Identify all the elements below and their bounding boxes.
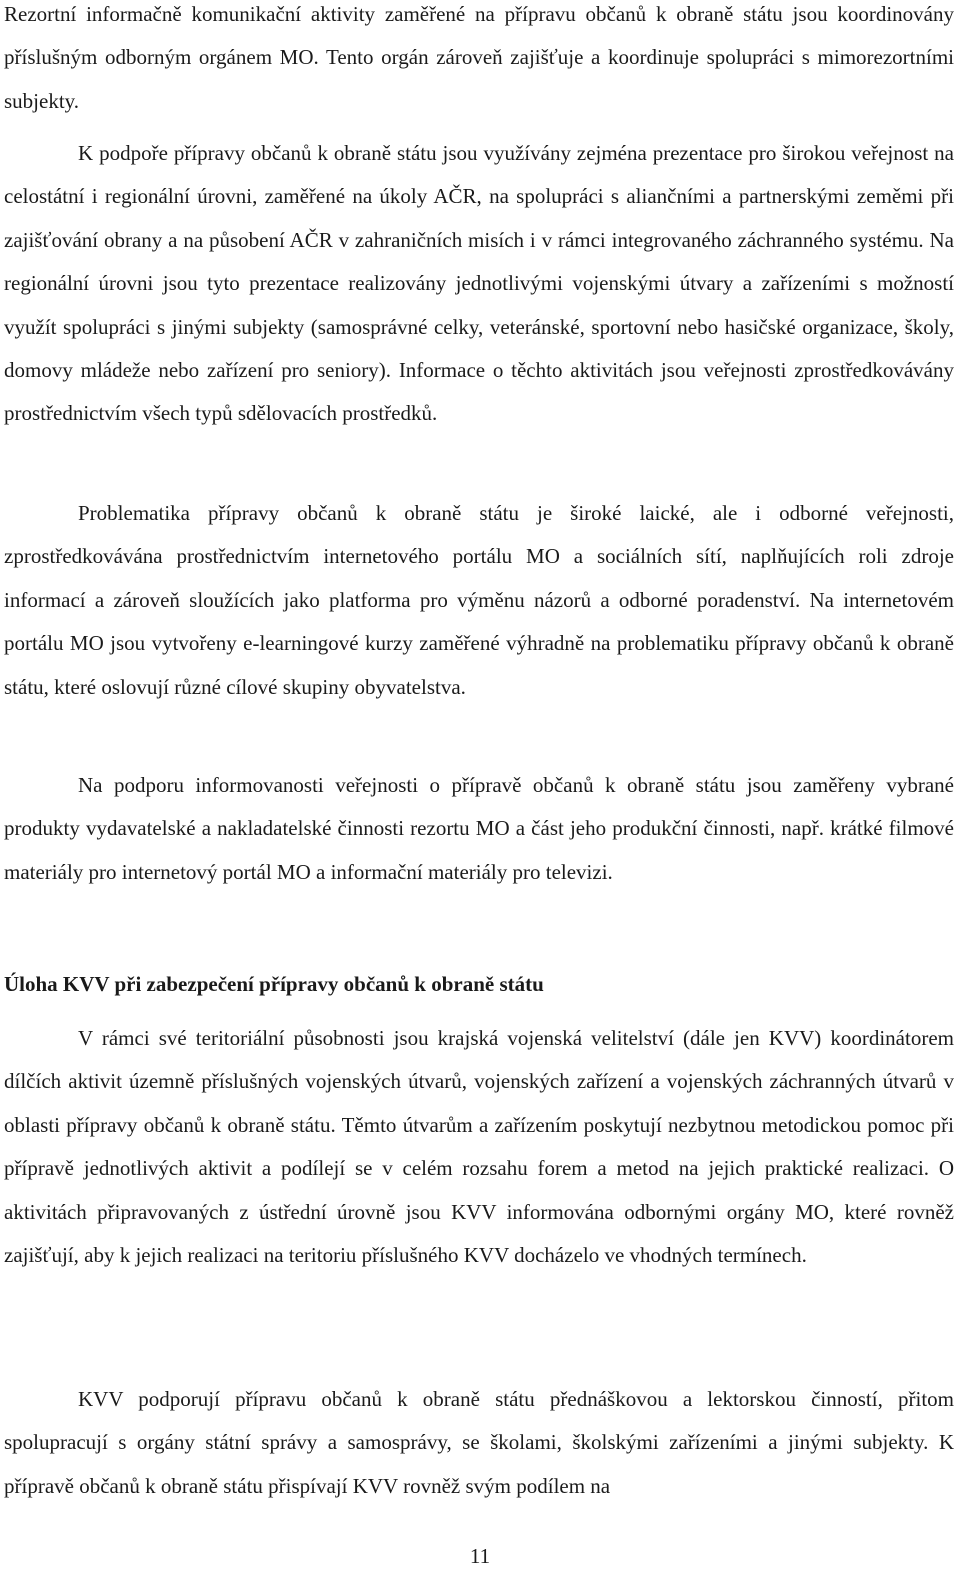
body-paragraph: Rezortní informačně komunikační aktivity zaměřené na přípravu občanů k obraně státu jsou koordinovány příslušným odborným orgánem MO. Tento orgán zároveň zajišťuje a koordinuje spolupráci s mimorezortními subjekty. bbox=[4, 2, 954, 113]
section-heading: Úloha KVV při zabezpečení přípravy občanů k obraně státu bbox=[4, 972, 544, 996]
body-paragraph: K podpoře přípravy občanů k obraně státu jsou využívány zejména prezentace pro širokou veřejnost na celostátní i regionální úrovni, zaměřené na úkoly AČR, na spolupráci s aliančními a partnerskými zeměmi při zajišťování obrany a na působení AČR v zahraničních misích i v rámci integrovaného záchranného systému. Na regionální úrovni jsou tyto prezentace realizovány jednotlivými vojenskými útvary a zařízeními s možností využít spolupráci s jinými subjekty (samosprávné celky, veteránské, sportovní nebo hasičské organizace, školy, domovy mládeže nebo zařízení pro seniory). Informace o těchto aktivitách jsou veřejnosti zprostředkovávány prostřednictvím všech typů sdělovacích prostředků. bbox=[4, 141, 954, 426]
body-paragraph: Problematika přípravy občanů k obraně státu je široké laické, ale i odborné veřejnosti, zprostředkovávána prostřednictvím internetového portálu MO a sociálních sítí, naplňujících roli zdroje informací a zároveň sloužících jako platforma pro výměnu názorů a odborné poradenství. Na internetovém portálu MO jsou vytvořeny e-learningové kurzy zaměřené výhradně na problematiku přípravy občanů k obraně státu, které oslovují různé cílové skupiny obyvatelstva. bbox=[4, 501, 954, 699]
page-number: 11 bbox=[469, 1544, 491, 1568]
body-paragraph: V rámci své teritoriální působnosti jsou krajská vojenská velitelství (dále jen KVV) koordinátorem dílčích aktivit územně příslušných vojenských útvarů, vojenských zařízení a vojenských záchranných útvarů v oblasti přípravy občanů k obraně státu. Těmto útvarům a zařízením poskytují nezbytnou metodickou pomoc při přípravě jednotlivých aktivit a podílejí se v celém rozsahu forem a metod na jejich praktické realizaci. O aktivitách připravovaných z ústřední úrovně jsou KVV informována odbornými orgány MO, které rovněž zajišťují, aby k jejich realizaci na teritoriu příslušného KVV docházelo ve vhodných termínech. bbox=[4, 1026, 954, 1268]
body-paragraph: KVV podporují přípravu občanů k obraně státu přednáškovou a lektorskou činností, přitom spolupracují s orgány státní správy a samosprávy, se školami, školskými zařízeními a jinými subjekty. K přípravě občanů k obraně státu přispívají KVV rovněž svým podílem na bbox=[4, 1387, 954, 1498]
body-paragraph: Na podporu informovanosti veřejnosti o přípravě občanů k obraně státu jsou zaměřeny vybrané produkty vydavatelské a nakladatelské činnosti rezortu MO a část jeho produkční činnosti, např. krátké filmové materiály pro internetový portál MO a informační materiály pro televizi. bbox=[4, 773, 954, 884]
